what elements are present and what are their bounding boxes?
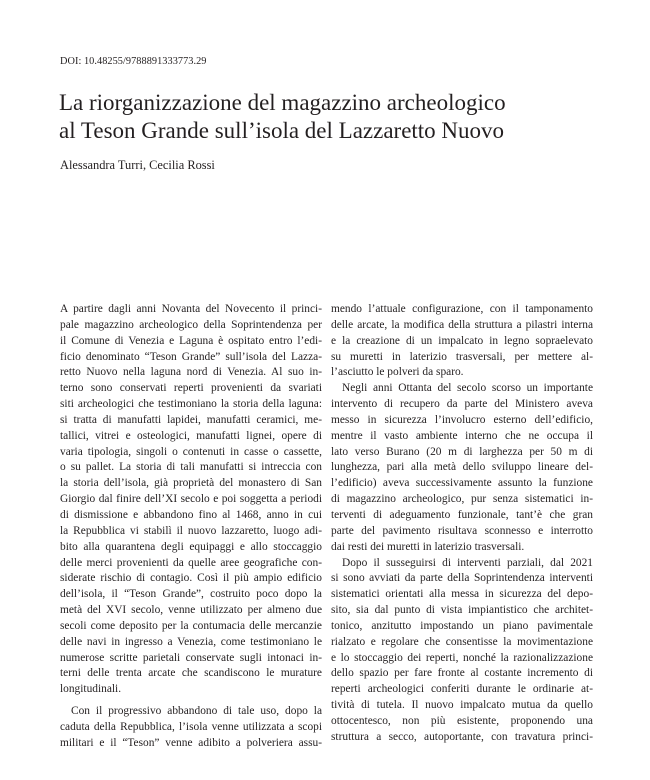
text-line: siti archeologici che testimoniano la storia della laguna: bbox=[60, 398, 322, 411]
text-line: retto Nuovo nella laguna nord di Venezia. Al suo in- bbox=[60, 366, 322, 379]
text-line: tallici, vitrei e osteologici, manufatti lignei, opere di bbox=[60, 429, 322, 442]
text-line: Negli anni Ottanta del secolo scorso un importante bbox=[342, 382, 593, 395]
text-line: terno sono conservati reperti provenienti da svariati bbox=[60, 382, 322, 395]
text-line: rialzato e regolare che consentisse la movimentazione bbox=[331, 635, 593, 648]
text-line: lunghezza, pari alla metà dello sviluppo lineare del- bbox=[331, 461, 593, 474]
body-column-right bbox=[331, 302, 593, 746]
text-line: dell’isola, il “Teson Grande”, costruito poco dopo la bbox=[60, 588, 322, 601]
text-line: metà del XVI secolo, venne utilizzato per almeno due bbox=[60, 604, 322, 617]
text-line: l’asciutto le polveri da sparo. bbox=[331, 366, 464, 379]
text-line: sito, sia dal punto di vista impiantistico che architet- bbox=[331, 604, 593, 617]
text-line: intervento di recupero da parte del Ministero aveva bbox=[331, 398, 593, 411]
text-line: militari e il “Teson” venne adibito a polveriera assu- bbox=[60, 736, 322, 749]
body-column-left bbox=[60, 302, 322, 752]
text-line: si sono avviati da parte della Soprintendenza interventi bbox=[331, 572, 593, 585]
text-line: bito alla quarantena degli equipaggi e allo stoccaggio bbox=[60, 540, 322, 553]
text-line: terventi di adeguamento funzionale, tant’è che gran bbox=[331, 508, 593, 521]
text-line: longitudinali. bbox=[60, 683, 122, 696]
text-line: Con il progressivo abbandono di tale uso, dopo la bbox=[71, 705, 322, 718]
text-line: Giorgio dal finire dell’XI secolo e poi soggetta a periodi bbox=[60, 493, 322, 506]
text-line: mentre il vasto ambiente interno che ne occupa il bbox=[331, 429, 593, 442]
text-line: tività di tutela. Il nuovo impalcato mutua da quello bbox=[331, 699, 593, 712]
text-line: lato verso Burano (20 m di larghezza per 50 m di bbox=[331, 445, 593, 458]
text-line: dello spazio per fare fronte al costante incremento di bbox=[331, 667, 593, 680]
text-line: struttura a secco, autoportante, con travatura princi- bbox=[331, 730, 593, 743]
text-line: la storia dell’isola, già proprietà del monastero di San bbox=[60, 477, 322, 490]
text-line: su muretti in laterizio trasversali, per mettere al- bbox=[331, 350, 593, 363]
text-line: sistematici orientati alla messa in sicurezza del depo- bbox=[331, 588, 593, 601]
title-line-2: al Teson Grande sull’isola del Lazzaretto Nuovo bbox=[59, 117, 505, 143]
text-line: numerose scritte parietali conservate sugli intonaci in- bbox=[60, 651, 322, 664]
text-line: e la creazione di un impalcato in legno sopraelevato bbox=[331, 334, 593, 347]
text-line: la Repubblica vi stabilì il nuovo lazzaretto, luogo adi- bbox=[60, 524, 322, 537]
text-line: l’edificio) aveva successivamente assunto la funzione bbox=[331, 477, 593, 490]
text-line: delle merci provenienti da quelle aree geografiche con- bbox=[60, 556, 322, 569]
text-line: e lo stoccaggio dei reperti, nonché la razionalizzazione bbox=[331, 651, 593, 664]
doi-label: DOI: 10.48255/9788891333773.29 bbox=[60, 56, 207, 67]
text-line: terni delle trenta arcate che scandiscono le murature bbox=[60, 667, 322, 680]
text-line: il Comune di Venezia e Laguna è ospitato entro l’edi- bbox=[60, 334, 322, 347]
text-line: di magazzino archeologico, pur senza sistematici in- bbox=[331, 493, 593, 506]
text-line: dai resti dei muretti in laterizio trasversali. bbox=[331, 540, 525, 553]
text-line: di dismissione e abbandono fino al 1468, anno in cui bbox=[60, 508, 322, 521]
text-line: messo in sicurezza l’involucro esterno dell’edificio, bbox=[331, 413, 593, 426]
text-line: ficio denominato “Teson Grande” sull’isola del Lazza- bbox=[60, 350, 322, 363]
text-line: o su pallet. La storia di tali manufatti si intreccia con bbox=[60, 461, 322, 474]
text-line: parte del pavimento risultava sconnesso e interrotto bbox=[331, 524, 593, 537]
text-line: ottocentesco, non più esistente, proponendo una bbox=[331, 714, 593, 727]
article-title bbox=[59, 89, 506, 144]
text-line: mendo l’attuale configurazione, con il tamponamento bbox=[331, 303, 593, 315]
text-line: reperti archeologici conferiti durante le ordinarie at- bbox=[331, 683, 593, 696]
text-line: siderate rischio di contagio. Così il più ampio edificio bbox=[60, 572, 322, 585]
authors: Alessandra Turri, Cecilia Rossi bbox=[60, 158, 215, 172]
text-line: delle arcate, la modifica della struttura a pilastri interna bbox=[331, 318, 593, 331]
title-line-1: La riorganizzazione del magazzino archeologico bbox=[59, 90, 506, 115]
text-line: pale magazzino archeologico della Soprintendenza per bbox=[60, 318, 322, 331]
text-line: A partire dagli anni Novanta del Novecento il princi- bbox=[60, 303, 322, 315]
text-line: tonico, anzitutto impostando un piano pavimentale bbox=[331, 619, 593, 632]
text-line: caduta della Repubblica, l’isola venne utilizzata a scopi bbox=[60, 720, 322, 733]
text-line: Dopo il susseguirsi di interventi parziali, dal 2021 bbox=[342, 556, 593, 569]
text-line: si tratta di manufatti lapidei, manufatti ceramici, me- bbox=[60, 413, 322, 426]
text-line: secoli come deposito per la contumacia delle mercanzie bbox=[60, 619, 322, 632]
text-line: delle navi in ingresso a Venezia, come testimoniano le bbox=[60, 635, 322, 648]
text-line: varia tipologia, singoli o contenuti in casse o cassette, bbox=[60, 445, 322, 458]
